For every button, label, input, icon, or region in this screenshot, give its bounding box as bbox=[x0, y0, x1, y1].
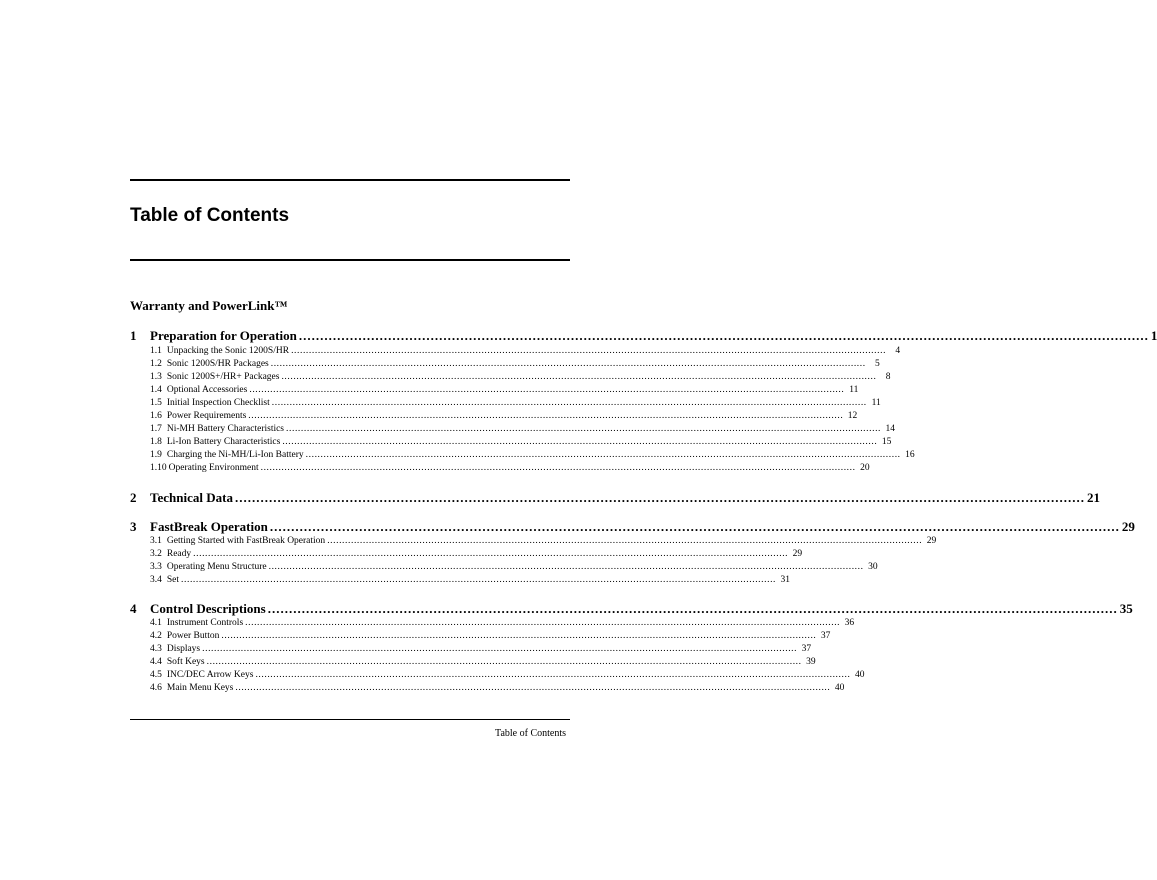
page-footer: Table of Contents bbox=[495, 728, 566, 739]
section-page: 29 bbox=[792, 549, 803, 559]
toc-entry-1-9[interactable] bbox=[150, 449, 915, 462]
section-page: 4 bbox=[895, 346, 901, 356]
section-title: Set bbox=[166, 575, 180, 585]
dot-leader: ........................................................................................................................................................................................................ bbox=[245, 618, 841, 628]
section-number: 4.2 bbox=[150, 631, 162, 641]
section-number: 1.8 bbox=[150, 437, 162, 447]
dot-leader: ........................................................................................................................................................................................................ bbox=[260, 463, 856, 473]
section-page: 30 bbox=[868, 562, 878, 572]
chapter-page: 21 bbox=[1086, 490, 1100, 505]
dot-leader: ........................................................................................................................................................................................................ bbox=[286, 424, 882, 434]
section-number: 1.7 bbox=[150, 424, 162, 434]
section-number: 1.1 bbox=[150, 346, 162, 356]
section-title: Initial Inspection Checklist bbox=[166, 398, 270, 408]
chapter-number: 3 bbox=[130, 519, 137, 534]
section-number: 3.3 bbox=[150, 562, 162, 572]
toc-chapter-4[interactable] bbox=[130, 600, 1133, 618]
toc-chapter-1[interactable] bbox=[130, 327, 1157, 345]
footer-rule bbox=[130, 719, 570, 720]
page-title: Table of Contents bbox=[130, 205, 290, 226]
dot-leader: ........................................................................................................................................................................................................ bbox=[234, 490, 1085, 505]
section-title: Soft Keys bbox=[166, 657, 205, 667]
section-page: 29 bbox=[926, 536, 937, 546]
section-page: 11 bbox=[849, 385, 859, 395]
chapter-number: 4 bbox=[130, 601, 137, 616]
section-title: Displays bbox=[166, 644, 201, 654]
section-title: Optional Accessories bbox=[166, 385, 248, 395]
section-title: INC/DEC Arrow Keys bbox=[166, 670, 254, 680]
section-number: 4.3 bbox=[150, 644, 162, 654]
chapter-title: Preparation for Operation bbox=[150, 328, 297, 343]
section-number: 1.2 bbox=[150, 359, 162, 369]
title-rule bbox=[130, 259, 570, 261]
dot-leader: ........................................................................................................................................................................................................ bbox=[181, 575, 777, 585]
dot-leader: ........................................................................................................................................................................................................ bbox=[269, 519, 1120, 534]
section-number: 1.5 bbox=[150, 398, 162, 408]
dot-leader: ........................................................................................................................................................................................................ bbox=[281, 372, 877, 382]
dot-leader: ........................................................................................................................................................................................................ bbox=[327, 536, 923, 546]
section-title: Main Menu Keys bbox=[166, 683, 234, 693]
toc-entry-1-5[interactable] bbox=[150, 397, 881, 410]
dot-leader: ........................................................................................................................................................................................................ bbox=[298, 328, 1149, 343]
chapter-number: 1 bbox=[130, 328, 137, 343]
chapter-title: Technical Data bbox=[150, 490, 233, 505]
toc-entry-4-6[interactable] bbox=[150, 682, 845, 695]
dot-leader: ........................................................................................................................................................................................................ bbox=[221, 631, 817, 641]
section-title: Getting Started with FastBreak Operation bbox=[166, 536, 326, 546]
section-page: 37 bbox=[801, 644, 812, 654]
section-title: Operating Menu Structure bbox=[166, 562, 267, 572]
dot-leader: ........................................................................................................................................................................................................ bbox=[193, 549, 789, 559]
toc-entry-3-4[interactable] bbox=[150, 574, 791, 587]
chapter-page: 29 bbox=[1121, 519, 1135, 534]
section-page: 16 bbox=[905, 450, 915, 460]
dot-leader: ........................................................................................................................................................................................................ bbox=[267, 601, 1118, 616]
section-page: 5 bbox=[874, 359, 880, 369]
section-title: Unpacking the Sonic 1200S/HR bbox=[166, 346, 290, 356]
chapter-number: 2 bbox=[130, 490, 137, 505]
toc-entry-1-8[interactable] bbox=[150, 436, 892, 449]
section-title: Li-Ion Battery Characteristics bbox=[166, 437, 281, 447]
section-page: 39 bbox=[806, 657, 816, 667]
toc-entry-4-5[interactable] bbox=[150, 669, 865, 682]
toc-entry-1-7[interactable] bbox=[150, 423, 896, 436]
section-page: 20 bbox=[860, 463, 870, 473]
warranty-heading[interactable]: Warranty and PowerLink™ bbox=[130, 298, 288, 313]
section-title: Ni-MH Battery Characteristics bbox=[166, 424, 285, 434]
toc-entry-1-10[interactable] bbox=[150, 462, 870, 475]
section-page: 8 bbox=[885, 372, 891, 382]
section-title: Power Requirements bbox=[166, 411, 247, 421]
toc-chapter-3[interactable] bbox=[130, 518, 1135, 536]
section-number: 1.9 bbox=[150, 450, 162, 460]
section-title: Sonic 1200S/HR Packages bbox=[166, 359, 269, 369]
toc-entry-3-3[interactable] bbox=[150, 561, 878, 574]
dot-leader: ........................................................................................................................................................................................................ bbox=[291, 346, 887, 356]
toc-entry-1-1[interactable] bbox=[150, 345, 901, 358]
section-number: 4.4 bbox=[150, 657, 162, 667]
toc-entry-1-2[interactable] bbox=[150, 358, 880, 371]
section-page: 37 bbox=[820, 631, 831, 641]
section-number: 1.3 bbox=[150, 372, 162, 382]
section-page: 40 bbox=[834, 683, 845, 693]
toc-chapter-2[interactable] bbox=[130, 489, 1100, 507]
chapter-title: FastBreak Operation bbox=[150, 519, 268, 534]
section-number: 4.1 bbox=[150, 618, 162, 628]
chapter-page: 1 bbox=[1150, 328, 1157, 343]
section-page: 40 bbox=[854, 670, 865, 680]
toc-entry-1-3[interactable] bbox=[150, 371, 891, 384]
dot-leader: ........................................................................................................................................................................................................ bbox=[255, 670, 851, 680]
toc-entry-4-4[interactable] bbox=[150, 656, 816, 669]
dot-leader: ........................................................................................................................................................................................................ bbox=[268, 562, 864, 572]
section-page: 14 bbox=[885, 424, 896, 434]
section-number: 4.5 bbox=[150, 670, 162, 680]
section-title: Power Button bbox=[166, 631, 220, 641]
chapter-page: 35 bbox=[1119, 601, 1133, 616]
dot-leader: ........................................................................................................................................................................................................ bbox=[305, 450, 901, 460]
toc-entry-4-3[interactable] bbox=[150, 643, 812, 656]
dot-leader: ........................................................................................................................................................................................................ bbox=[282, 437, 878, 447]
section-title: Instrument Controls bbox=[166, 618, 244, 628]
toc-entry-1-6[interactable] bbox=[150, 410, 858, 423]
section-page: 31 bbox=[780, 575, 791, 585]
dot-leader: ........................................................................................................................................................................................................ bbox=[248, 411, 844, 421]
section-number: 3.4 bbox=[150, 575, 162, 585]
chapter-title: Control Descriptions bbox=[150, 601, 266, 616]
dot-leader: ........................................................................................................................................................................................................ bbox=[206, 657, 802, 667]
section-number: 1.10 bbox=[150, 463, 167, 473]
section-number: 1.4 bbox=[150, 385, 162, 395]
dot-leader: ........................................................................................................................................................................................................ bbox=[270, 359, 866, 369]
section-title: Sonic 1200S+/HR+ Packages bbox=[166, 372, 280, 382]
section-title: Charging the Ni-MH/Li-Ion Battery bbox=[166, 450, 304, 460]
toc-entry-3-1[interactable] bbox=[150, 535, 937, 548]
section-number: 1.6 bbox=[150, 411, 162, 421]
section-page: 36 bbox=[844, 618, 855, 628]
section-page: 15 bbox=[881, 437, 892, 447]
section-number: 3.2 bbox=[150, 549, 162, 559]
section-title: Operating Environment bbox=[168, 463, 259, 473]
dot-leader: ........................................................................................................................................................................................................ bbox=[249, 385, 845, 395]
section-page: 11 bbox=[871, 398, 881, 408]
dot-leader: ........................................................................................................................................................................................................ bbox=[235, 683, 831, 693]
section-number: 3.1 bbox=[150, 536, 162, 546]
toc-entry-4-2[interactable] bbox=[150, 630, 831, 643]
section-page: 12 bbox=[847, 411, 858, 421]
dot-leader: ........................................................................................................................................................................................................ bbox=[202, 644, 798, 654]
section-number: 4.6 bbox=[150, 683, 162, 693]
toc-entry-4-1[interactable] bbox=[150, 617, 855, 630]
section-title: Ready bbox=[166, 549, 192, 559]
toc-entry-1-4[interactable] bbox=[150, 384, 859, 397]
toc-entry-3-2[interactable] bbox=[150, 548, 803, 561]
dot-leader: ........................................................................................................................................................................................................ bbox=[271, 398, 867, 408]
top-rule bbox=[130, 179, 570, 181]
